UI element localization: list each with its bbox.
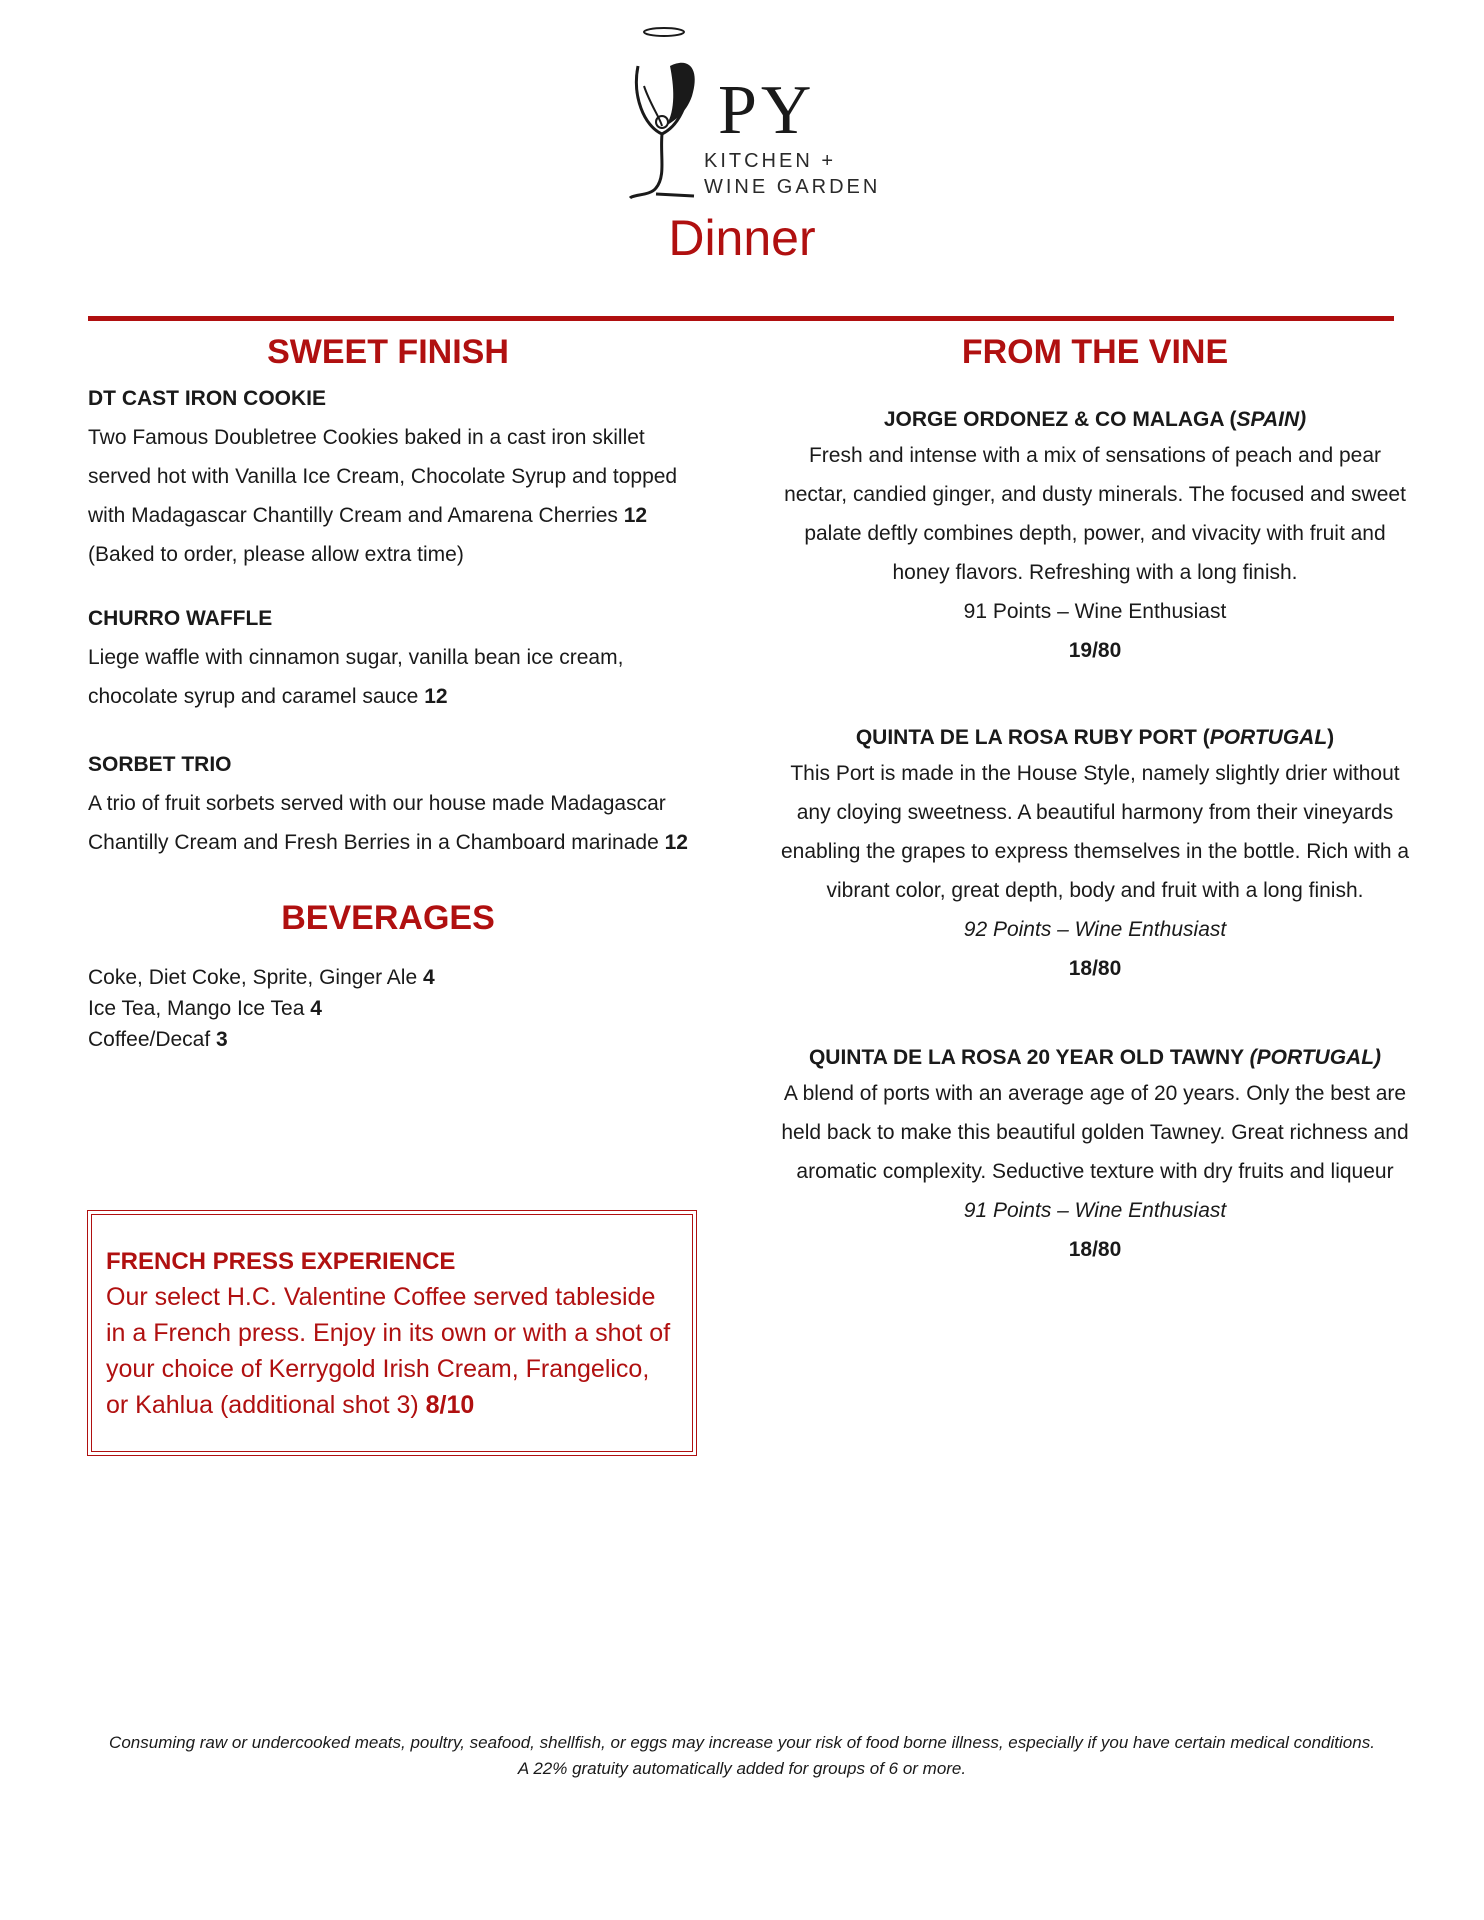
wine-description: Fresh and intense with a mix of sensations of peach and pear nectar, candied ginger, and dusty minerals. The focused and sweet palate deftly combines depth, power, and vivacity with fruit and honey flavors. Refreshing with a long finish. <box>784 444 1406 584</box>
menu-item-description-text: A trio of fruit sorbets served with our house made Madagascar Chantilly Cream and Fresh Berries in a Chamboard marinade <box>88 792 666 854</box>
section-title-sweet-finish: SWEET FINISH <box>267 333 509 371</box>
menu-item-description <box>88 638 688 716</box>
logo-subtitle-line1: KITCHEN + <box>704 150 837 172</box>
menu-item <box>88 384 688 574</box>
title-divider <box>88 316 1394 321</box>
left-column <box>88 326 688 1055</box>
wine-item <box>780 722 1410 988</box>
menu-item-description-text: Liege waffle with cinnamon sugar, vanilla bean ice cream, chocolate syrup and caramel sauce <box>88 646 624 708</box>
section-title-beverages: BEVERAGES <box>281 899 495 937</box>
french-press-title: FRENCH PRESS EXPERIENCE <box>106 1248 456 1275</box>
menu-item-description <box>88 418 688 535</box>
wine-origin: PORTUGAL <box>1209 726 1328 749</box>
footer-disclaimer <box>70 1730 1414 1782</box>
beverage-price: 4 <box>423 966 435 989</box>
menu-item-price: 12 <box>424 685 448 708</box>
list-item <box>88 993 688 1024</box>
menu-item-description-text: Two Famous Doubletree Cookies baked in a cast iron skillet served hot with Vanilla Ice Cream, Chocolate Syrup and topped with Madagascar Chantilly Cream and Amarena Cherries <box>88 426 678 527</box>
menu-item-note: (Baked to order, please allow extra time) <box>88 543 464 566</box>
logo-subtitle-line2: WINE GARDEN <box>704 176 881 198</box>
wine-item <box>780 404 1410 670</box>
list-item <box>88 1024 688 1055</box>
wine-name-text: QUINTA DE LA ROSA RUBY PORT ( <box>855 726 1210 749</box>
wine-price: 18/80 <box>1068 957 1122 980</box>
menu-item-name: SORBET TRIO <box>88 753 232 776</box>
menu-item-price: 12 <box>623 504 648 527</box>
beverage-list <box>88 962 688 1055</box>
wine-origin: (PORTUGAL) <box>1249 1046 1382 1069</box>
wine-origin: SPAIN) <box>1236 408 1307 431</box>
beverage-name: Coke, Diet Coke, Sprite, Ginger Ale <box>88 966 418 989</box>
wine-price: 18/80 <box>1068 1238 1122 1261</box>
french-press-price: 8/10 <box>425 1391 475 1419</box>
menu-item-description <box>88 784 688 862</box>
wine-glass-logo-icon <box>626 26 716 202</box>
section-title-from-the-vine: FROM THE VINE <box>961 333 1229 371</box>
beverage-name: Ice Tea, Mango Ice Tea <box>88 997 305 1020</box>
beverage-name: Coffee/Decaf <box>88 1028 211 1051</box>
menu-item-price: 12 <box>664 831 688 854</box>
menu-item <box>88 750 688 862</box>
wine-name <box>780 722 1410 754</box>
wine-name-text: JORGE ORDONEZ & CO MALAGA ( <box>883 408 1237 431</box>
wine-rating: 91 Points – Wine Enthusiast <box>963 600 1227 623</box>
page-title: Dinner <box>668 210 816 266</box>
wine-name <box>780 1042 1410 1074</box>
list-item <box>88 962 688 993</box>
restaurant-logo <box>626 26 906 202</box>
wine-rating: 91 Points – Wine Enthusiast <box>963 1199 1227 1222</box>
wine-name-end: ) <box>1327 726 1335 749</box>
wine-price: 19/80 <box>1068 639 1122 662</box>
wine-name <box>780 404 1410 436</box>
french-press-box <box>87 1210 697 1456</box>
french-press-description-text: Our select H.C. Valentine Coffee served tableside in a French press. Enjoy in its own or with a shot of your choice of Kerrygold Irish Cream, Frangelico, or Kahlua (additional shot 3) <box>106 1283 671 1419</box>
wine-item <box>780 1042 1410 1269</box>
beverage-price: 3 <box>216 1028 228 1051</box>
wine-description: This Port is made in the House Style, namely slightly drier without any cloying sweetness. A beautiful harmony from their vineyards enabling the grapes to express themselves in the bottle. Rich with a vibrant color, great depth, body and fruit with a long finish. <box>780 762 1410 902</box>
menu-item-name: CHURRO WAFFLE <box>88 607 273 630</box>
right-column <box>780 326 1410 1269</box>
wine-description: A blend of ports with an average age of 20 years. Only the best are held back to make this beautiful golden Tawney. Great richness and aromatic complexity. Seductive texture with dry fruits and liqueur <box>781 1082 1409 1183</box>
menu-item-name: DT CAST IRON COOKIE <box>88 387 327 410</box>
wine-name-text: QUINTA DE LA ROSA 20 YEAR OLD TAWNY <box>808 1046 1250 1069</box>
logo-wordmark: PY <box>718 72 816 149</box>
footer-warning: Consuming raw or undercooked meats, poultry, seafood, shellfish, or eggs may increase your risk of food borne illness, especially if you have certain medical conditions. <box>109 1733 1375 1752</box>
menu-item <box>88 604 688 716</box>
footer-gratuity: A 22% gratuity automatically added for groups of 6 or more. <box>517 1759 967 1778</box>
french-press-description <box>106 1279 678 1423</box>
wine-rating: 92 Points – Wine Enthusiast <box>963 918 1227 941</box>
french-press-inner <box>91 1214 693 1452</box>
beverage-price: 4 <box>310 997 322 1020</box>
